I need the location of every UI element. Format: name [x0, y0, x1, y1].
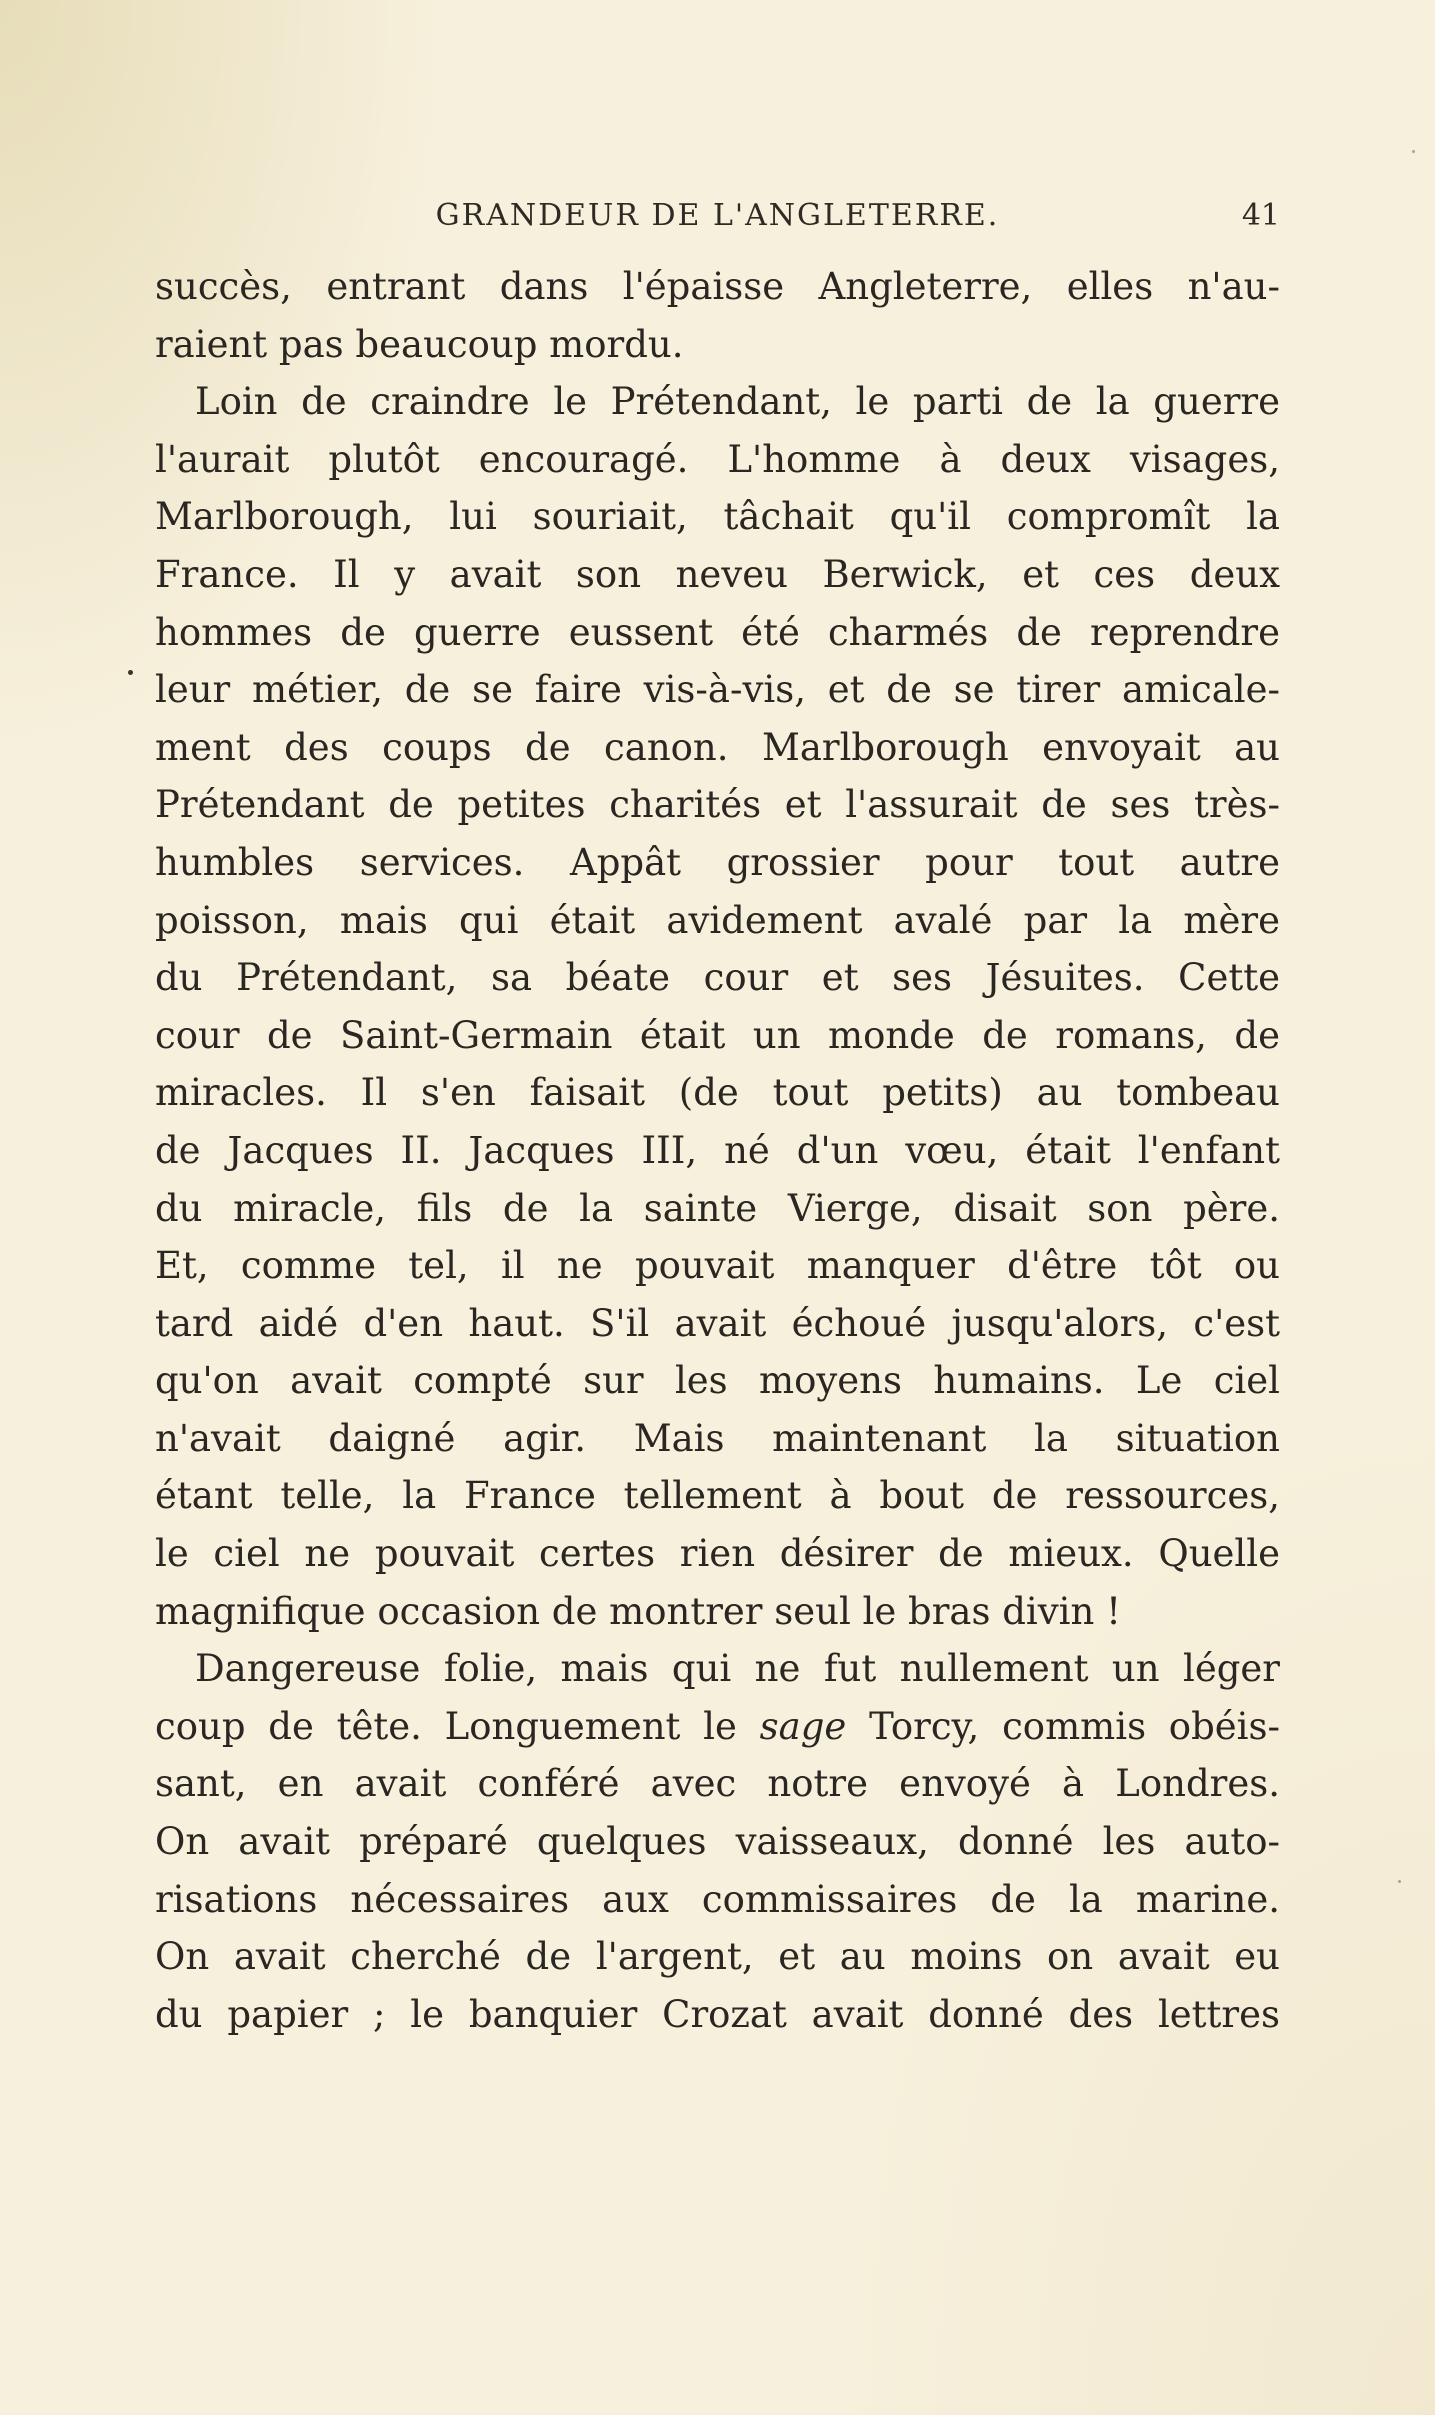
text-line: risations nécessaires aux commissaires de la marine.	[155, 1877, 1280, 1921]
text-line-with-italic	[155, 1698, 1280, 1756]
text-line: tard aidé d'en haut. S'il avait échoué jusqu'alors, c'est	[155, 1301, 1280, 1345]
text-line: qu'on avait compté sur les moyens humains. Le ciel	[155, 1359, 1280, 1403]
text-line: le ciel ne pouvait certes rien désirer de mieux. Quelle	[155, 1532, 1280, 1576]
text-line: On avait cherché de l'argent, et au moins on avait eu	[155, 1935, 1280, 1979]
text-line: sant, en avait conféré avec notre envoyé à Londres.	[155, 1762, 1280, 1806]
text-line: Dangereuse folie, mais qui ne fut nullement un léger	[195, 1647, 1280, 1691]
text-line: France. Il y avait son neveu Berwick, et ces deux	[155, 552, 1280, 596]
text-line: n'avait daigné agir. Mais maintenant la situation	[155, 1416, 1280, 1460]
italic-word: sage	[759, 1704, 847, 1748]
text-line: ment des coups de canon. Marlborough envoyait au	[155, 725, 1280, 769]
body-text	[155, 258, 1280, 2043]
text-line: l'aurait plutôt encouragé. L'homme à deux visages,	[155, 437, 1280, 481]
page-number: 41	[1241, 198, 1280, 233]
text-line: du miracle, fils de la sainte Vierge, disait son père.	[155, 1186, 1280, 1230]
text-line: du papier ; le banquier Crozat avait donné des lettres	[155, 1992, 1280, 2036]
text-line: cour de Saint-Germain était un monde de romans, de	[155, 1013, 1280, 1057]
text-line: poisson, mais qui était avidement avalé par la mère	[155, 898, 1280, 942]
running-title: GRANDEUR DE L'ANGLETERRE.	[435, 198, 1000, 233]
text-line: étant telle, la France tellement à bout de ressources,	[155, 1474, 1280, 1518]
margin-mark	[128, 670, 133, 675]
paper-speck	[1398, 1880, 1401, 1883]
text-line: leur métier, de se faire vis-à-vis, et de se tirer amicale-	[155, 668, 1280, 712]
text-line: Prétendant de petites charités et l'assurait de ses très-	[155, 783, 1280, 827]
text-line: Marlborough, lui souriait, tâchait qu'il compromît la	[155, 495, 1280, 539]
paper-speck	[1412, 150, 1415, 153]
text-line: miracles. Il s'en faisait (de tout petits) au tombeau	[155, 1071, 1280, 1115]
text-line: du Prétendant, sa béate cour et ses Jésuites. Cette	[155, 956, 1280, 1000]
text-line: raient pas beaucoup mordu.	[155, 322, 684, 366]
page-header	[155, 196, 1280, 236]
text-line: humbles services. Appât grossier pour tout autre	[155, 840, 1280, 884]
text-line: de Jacques II. Jacques III, né d'un vœu, était l'enfant	[155, 1128, 1280, 1172]
text-line: Loin de craindre le Prétendant, le parti de la guerre	[195, 380, 1280, 424]
text-segment: coup de tête. Longuement le	[155, 1704, 760, 1748]
text-line: magnifique occasion de montrer seul le bras divin !	[155, 1589, 1121, 1633]
text-segment: Torcy, commis obéis-	[846, 1704, 1280, 1748]
text-line: hommes de guerre eussent été charmés de reprendre	[155, 610, 1280, 654]
text-line: On avait préparé quelques vaisseaux, donné les auto-	[155, 1820, 1280, 1864]
text-line: succès, entrant dans l'épaisse Angleterre, elles n'au-	[155, 265, 1280, 308]
text-line: Et, comme tel, il ne pouvait manquer d'être tôt ou	[155, 1244, 1280, 1288]
